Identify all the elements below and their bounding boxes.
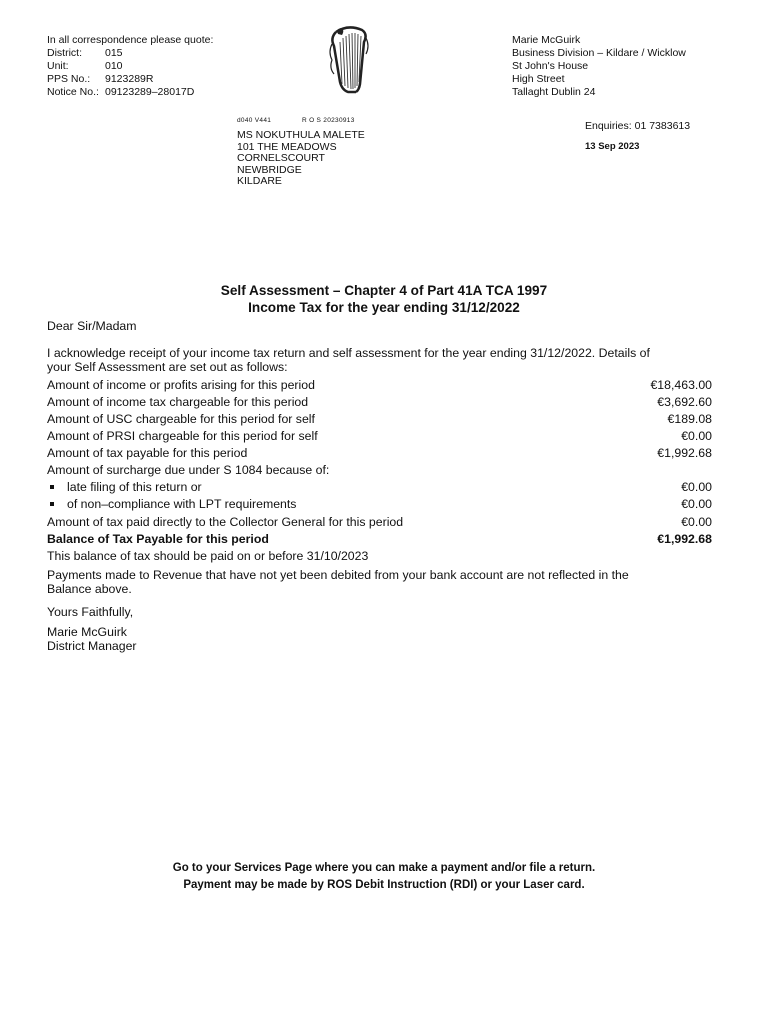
recipient-line: MS NOKUTHULA MALETE bbox=[237, 129, 365, 141]
row-value: €18,463.00 bbox=[650, 378, 712, 392]
enquiries-phone: Enquiries: 01 7383613 bbox=[585, 120, 691, 132]
recipient-line: 101 THE MEADOWS bbox=[237, 140, 337, 153]
unit-value: 010 bbox=[105, 60, 123, 72]
row-value: €0.00 bbox=[681, 429, 712, 443]
intro-line: I acknowledge receipt of your income tax return and self assessment for the year ending 31/12/2022. Details of bbox=[47, 346, 650, 360]
letter-date: 13 Sep 2023 bbox=[585, 141, 640, 152]
bullet-icon bbox=[50, 502, 54, 506]
row-value: €189.08 bbox=[667, 412, 712, 426]
balance-value: €1,992.68 bbox=[657, 532, 712, 546]
assessment-row bbox=[47, 378, 712, 392]
footer-line: Go to your Services Page where you can make a payment and/or file a return. bbox=[172, 862, 596, 874]
sender-town: Tallaght Dublin 24 bbox=[512, 86, 596, 98]
harp-emblem-icon bbox=[326, 24, 372, 96]
row-value: €3,692.60 bbox=[657, 395, 712, 409]
row-label: Amount of PRSI chargeable for this period for self bbox=[47, 429, 318, 443]
notice-label: Notice No.: bbox=[47, 86, 99, 98]
row-value: €1,992.68 bbox=[657, 446, 712, 460]
row-label: Amount of tax payable for this period bbox=[47, 446, 248, 460]
balance-row bbox=[47, 532, 712, 546]
signatory-name: Marie McGuirk bbox=[47, 625, 127, 639]
payments-note-line: Balance above. bbox=[47, 582, 132, 596]
assessment-row bbox=[47, 446, 712, 460]
bullet-icon bbox=[50, 485, 54, 489]
surcharge-item bbox=[47, 497, 712, 511]
district-label: District: bbox=[47, 47, 82, 59]
assessment-row bbox=[47, 395, 712, 409]
surcharge-item bbox=[47, 480, 712, 494]
district-value: 015 bbox=[105, 47, 123, 59]
recipient-line: KILDARE bbox=[237, 175, 282, 187]
surcharge-label: late filing of this return or bbox=[67, 480, 202, 494]
signatory-title: District Manager bbox=[47, 639, 137, 653]
sender-division: Business Division – Kildare / Wicklow bbox=[512, 47, 686, 59]
surcharge-value: €0.00 bbox=[681, 480, 712, 494]
pps-value: 9123289R bbox=[105, 73, 154, 85]
page-title: Self Assessment – Chapter 4 of Part 41A TCA 1997 bbox=[220, 283, 548, 298]
quote-intro: In all correspondence please quote: bbox=[47, 34, 214, 46]
balance-label: Balance of Tax Payable for this period bbox=[47, 532, 269, 546]
intro-paragraph bbox=[47, 346, 717, 374]
surcharge-heading: Amount of surcharge due under S 1084 because of: bbox=[47, 463, 330, 477]
row-label: Amount of income tax chargeable for this period bbox=[47, 395, 309, 409]
recipient-line: NEWBRIDGE bbox=[237, 163, 302, 176]
document-code-left: d040 V441 bbox=[237, 117, 272, 124]
sender-address bbox=[512, 34, 686, 99]
notice-value: 09123289–28017D bbox=[105, 86, 195, 98]
surcharge-value: €0.00 bbox=[681, 497, 712, 511]
sender-name: Marie McGuirk bbox=[512, 34, 581, 46]
assessment-row bbox=[47, 429, 712, 443]
sender-street: High Street bbox=[512, 73, 565, 85]
signatory bbox=[47, 625, 137, 653]
surcharge-label: of non–compliance with LPT requirements bbox=[67, 497, 297, 511]
reference-block bbox=[47, 47, 194, 99]
tax-paid-row bbox=[47, 515, 712, 529]
salutation: Dear Sir/Madam bbox=[47, 319, 137, 333]
assessment-row bbox=[47, 412, 712, 426]
pps-label: PPS No.: bbox=[47, 73, 91, 85]
row-label: Amount of tax paid directly to the Collector General for this period bbox=[47, 515, 404, 529]
footer-line: Payment may be made by ROS Debit Instruction (RDI) or your Laser card. bbox=[183, 879, 585, 891]
row-label: Amount of income or profits arising for this period bbox=[47, 378, 315, 392]
payments-note bbox=[47, 568, 717, 596]
document-code-right: R O S 20230913 bbox=[302, 117, 355, 124]
unit-label: Unit: bbox=[47, 60, 69, 72]
row-label: Amount of USC chargeable for this period for self bbox=[47, 412, 315, 426]
sender-building: St John's House bbox=[512, 60, 589, 72]
row-value: €0.00 bbox=[681, 515, 712, 529]
due-date-note: This balance of tax should be paid on or before 31/10/2023 bbox=[47, 549, 369, 563]
closing: Yours Faithfully, bbox=[47, 605, 134, 619]
page-subtitle: Income Tax for the year ending 31/12/2022 bbox=[248, 300, 520, 315]
payments-note-line: Payments made to Revenue that have not yet been debited from your bank account are not reflected in the bbox=[47, 568, 629, 582]
recipient-address bbox=[237, 130, 365, 188]
recipient-line: CORNELSCOURT bbox=[237, 152, 325, 164]
intro-line: your Self Assessment are set out as follows: bbox=[47, 360, 288, 374]
